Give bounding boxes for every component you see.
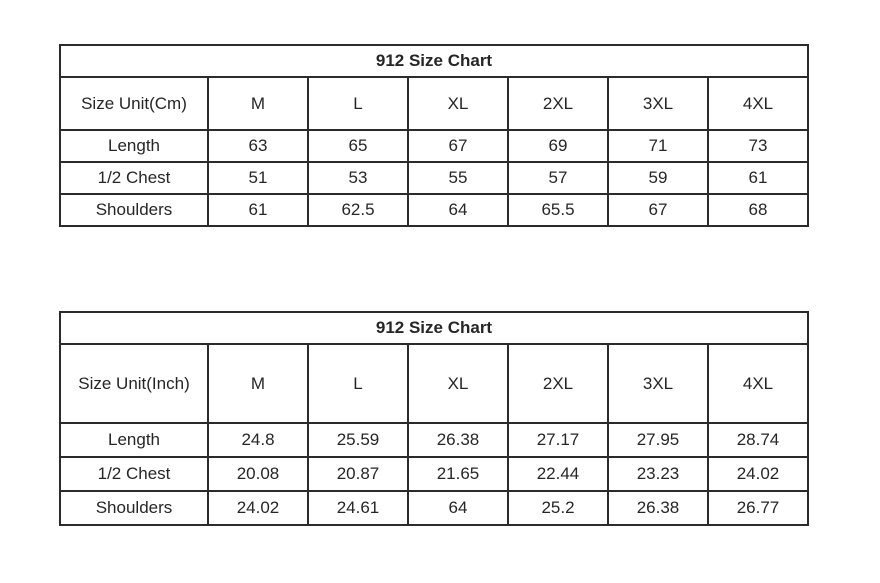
column-header-3xl: 3XL [608, 77, 708, 130]
value-cell: 27.17 [508, 423, 608, 457]
value-cell: 51 [208, 162, 308, 194]
value-cell: 63 [208, 130, 308, 162]
size-chart-table-cm [59, 44, 809, 227]
value-cell: 24.02 [208, 491, 308, 525]
column-header-size-unit-cm: Size Unit(Cm) [60, 77, 208, 130]
size-chart-table-inch [59, 311, 809, 526]
row-label-shoulders: Shoulders [60, 194, 208, 226]
value-cell: 55 [408, 162, 508, 194]
table-row-shoulders-inch [60, 491, 808, 525]
value-cell: 25.59 [308, 423, 408, 457]
value-cell: 27.95 [608, 423, 708, 457]
table-row-half-chest-cm [60, 162, 808, 194]
value-cell: 71 [608, 130, 708, 162]
column-header-4xl: 4XL [708, 344, 808, 423]
value-cell: 26.38 [608, 491, 708, 525]
value-cell: 28.74 [708, 423, 808, 457]
value-cell: 64 [408, 491, 508, 525]
value-cell: 67 [408, 130, 508, 162]
value-cell: 68 [708, 194, 808, 226]
column-header-2xl: 2XL [508, 344, 608, 423]
value-cell: 67 [608, 194, 708, 226]
value-cell: 24.61 [308, 491, 408, 525]
table-title-inch: 912 Size Chart [60, 312, 808, 344]
column-header-l: L [308, 77, 408, 130]
value-cell: 61 [208, 194, 308, 226]
value-cell: 65.5 [508, 194, 608, 226]
row-label-half-chest: 1/2 Chest [60, 457, 208, 491]
column-header-xl: XL [408, 77, 508, 130]
column-header-4xl: 4XL [708, 77, 808, 130]
table-row-length-cm [60, 130, 808, 162]
value-cell: 23.23 [608, 457, 708, 491]
table-row-length-inch [60, 423, 808, 457]
table-title-cm: 912 Size Chart [60, 45, 808, 77]
column-header-2xl: 2XL [508, 77, 608, 130]
row-label-length: Length [60, 130, 208, 162]
table-row-shoulders-cm [60, 194, 808, 226]
row-label-half-chest: 1/2 Chest [60, 162, 208, 194]
column-header-3xl: 3XL [608, 344, 708, 423]
value-cell: 64 [408, 194, 508, 226]
value-cell: 57 [508, 162, 608, 194]
table-title-row-inch [60, 312, 808, 344]
row-label-length: Length [60, 423, 208, 457]
value-cell: 22.44 [508, 457, 608, 491]
value-cell: 20.08 [208, 457, 308, 491]
value-cell: 26.77 [708, 491, 808, 525]
column-header-m: M [208, 77, 308, 130]
table-header-row-inch [60, 344, 808, 423]
value-cell: 61 [708, 162, 808, 194]
value-cell: 20.87 [308, 457, 408, 491]
column-header-xl: XL [408, 344, 508, 423]
table-title-row-cm [60, 45, 808, 77]
table-row-half-chest-inch [60, 457, 808, 491]
value-cell: 24.02 [708, 457, 808, 491]
row-label-shoulders: Shoulders [60, 491, 208, 525]
value-cell: 24.8 [208, 423, 308, 457]
value-cell: 69 [508, 130, 608, 162]
value-cell: 25.2 [508, 491, 608, 525]
value-cell: 62.5 [308, 194, 408, 226]
table-header-row-cm [60, 77, 808, 130]
value-cell: 73 [708, 130, 808, 162]
value-cell: 21.65 [408, 457, 508, 491]
value-cell: 65 [308, 130, 408, 162]
value-cell: 53 [308, 162, 408, 194]
column-header-size-unit-inch: Size Unit(Inch) [60, 344, 208, 423]
column-header-m: M [208, 344, 308, 423]
value-cell: 26.38 [408, 423, 508, 457]
column-header-l: L [308, 344, 408, 423]
value-cell: 59 [608, 162, 708, 194]
